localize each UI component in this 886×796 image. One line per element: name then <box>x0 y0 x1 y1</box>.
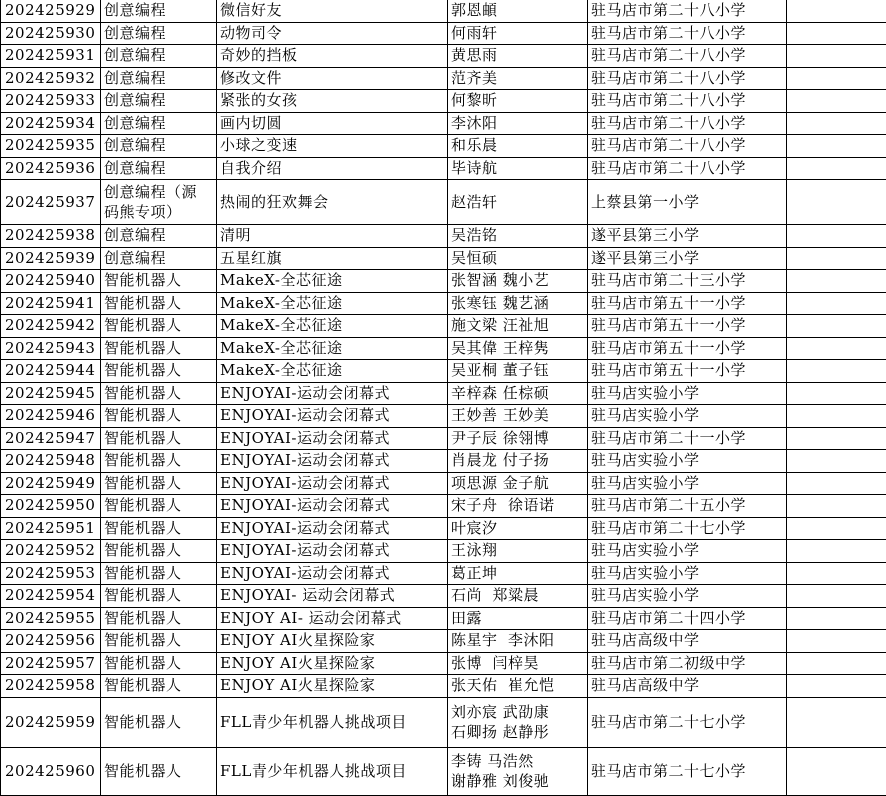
authors-cell: 李沐阳 <box>448 112 588 135</box>
school-cell: 驻马店市第二十三小学 <box>588 270 787 293</box>
empty-cell <box>787 112 886 135</box>
category-cell: 创意编程 <box>101 67 217 90</box>
category-cell: 智能机器人 <box>101 585 217 608</box>
authors-cell: 李铸 马浩然 谢静雅 刘俊驰 <box>448 747 588 795</box>
work-title-cell: ENJOYAI-运动会闭幕式 <box>217 382 448 405</box>
school-cell: 驻马店市第二十八小学 <box>588 0 787 22</box>
work-title-cell: 紧张的女孩 <box>217 90 448 113</box>
category-cell: 智能机器人 <box>101 270 217 293</box>
school-cell: 驻马店实验小学 <box>588 405 787 428</box>
entry-id-cell: 202425929 <box>1 0 101 22</box>
entry-id-cell: 202425930 <box>1 22 101 45</box>
school-cell: 驻马店市第二十八小学 <box>588 90 787 113</box>
category-cell: 创意编程 <box>101 157 217 180</box>
school-cell: 驻马店市第二十八小学 <box>588 135 787 158</box>
school-cell: 驻马店市第二十八小学 <box>588 112 787 135</box>
category-cell: 创意编程 <box>101 135 217 158</box>
work-title-cell: MakeX-全芯征途 <box>217 270 448 293</box>
work-title-cell: 热闹的狂欢舞会 <box>217 180 448 225</box>
table-row <box>1 450 886 473</box>
school-cell: 驻马店市第二十五小学 <box>588 495 787 518</box>
empty-cell <box>787 135 886 158</box>
entry-id-cell: 202425954 <box>1 585 101 608</box>
school-cell: 驻马店实验小学 <box>588 562 787 585</box>
school-cell: 驻马店市第二十七小学 <box>588 697 787 747</box>
entry-id-cell: 202425945 <box>1 382 101 405</box>
empty-cell <box>787 315 886 338</box>
authors-cell: 陈星宇 李沐阳 <box>448 630 588 653</box>
school-cell: 驻马店市第五十一小学 <box>588 337 787 360</box>
table-row <box>1 585 886 608</box>
work-title-cell: ENJOYAI-运动会闭幕式 <box>217 472 448 495</box>
authors-cell: 和乐晨 <box>448 135 588 158</box>
entry-id-cell: 202425935 <box>1 135 101 158</box>
category-cell: 智能机器人 <box>101 382 217 405</box>
work-title-cell: 五星红旗 <box>217 247 448 270</box>
school-cell: 上蔡县第一小学 <box>588 180 787 225</box>
category-cell: 智能机器人 <box>101 472 217 495</box>
entry-id-cell: 202425944 <box>1 360 101 383</box>
authors-cell: 范齐美 <box>448 67 588 90</box>
school-cell: 驻马店实验小学 <box>588 540 787 563</box>
empty-cell <box>787 292 886 315</box>
table-row <box>1 360 886 383</box>
empty-cell <box>787 630 886 653</box>
category-cell: 智能机器人 <box>101 697 217 747</box>
work-title-cell: ENJOYAI-运动会闭幕式 <box>217 450 448 473</box>
category-cell: 智能机器人 <box>101 427 217 450</box>
table-row <box>1 315 886 338</box>
entry-id-cell: 202425955 <box>1 607 101 630</box>
authors-cell: 施文梁 汪祉旭 <box>448 315 588 338</box>
category-cell: 创意编程 <box>101 45 217 68</box>
work-title-cell: 奇妙的挡板 <box>217 45 448 68</box>
table-row <box>1 22 886 45</box>
category-cell: 智能机器人 <box>101 675 217 698</box>
empty-cell <box>787 652 886 675</box>
entry-id-cell: 202425956 <box>1 630 101 653</box>
entry-id-cell: 202425931 <box>1 45 101 68</box>
empty-cell <box>787 270 886 293</box>
work-title-cell: ENJOY AI火星探险家 <box>217 652 448 675</box>
entry-id-cell: 202425933 <box>1 90 101 113</box>
work-title-cell: 清明 <box>217 225 448 248</box>
school-cell: 驻马店市第二十七小学 <box>588 517 787 540</box>
table-row <box>1 45 886 68</box>
empty-cell <box>787 747 886 795</box>
authors-cell: 葛正坤 <box>448 562 588 585</box>
empty-cell <box>787 0 886 22</box>
work-title-cell: FLL青少年机器人挑战项目 <box>217 747 448 795</box>
empty-cell <box>787 697 886 747</box>
table-row <box>1 472 886 495</box>
table-row <box>1 495 886 518</box>
school-cell: 驻马店市第五十一小学 <box>588 360 787 383</box>
entry-id-cell: 202425953 <box>1 562 101 585</box>
empty-cell <box>787 360 886 383</box>
category-cell: 智能机器人 <box>101 337 217 360</box>
work-title-cell: ENJOY AI火星探险家 <box>217 675 448 698</box>
authors-cell: 王妙善 王妙美 <box>448 405 588 428</box>
table-row <box>1 135 886 158</box>
work-title-cell: MakeX-全芯征途 <box>217 337 448 360</box>
school-cell: 驻马店市第二十八小学 <box>588 157 787 180</box>
authors-cell: 黄思雨 <box>448 45 588 68</box>
table-row <box>1 405 886 428</box>
work-title-cell: MakeX-全芯征途 <box>217 292 448 315</box>
entry-id-cell: 202425941 <box>1 292 101 315</box>
table-row <box>1 225 886 248</box>
school-cell: 驻马店市第二十八小学 <box>588 45 787 68</box>
authors-cell: 吴浩铭 <box>448 225 588 248</box>
category-cell: 智能机器人 <box>101 630 217 653</box>
category-cell: 智能机器人 <box>101 360 217 383</box>
authors-cell: 张天佑 崔允恺 <box>448 675 588 698</box>
table-row <box>1 517 886 540</box>
entry-id-cell: 202425939 <box>1 247 101 270</box>
work-title-cell: ENJOYAI- 运动会闭幕式 <box>217 585 448 608</box>
category-cell: 创意编程 <box>101 0 217 22</box>
entry-id-cell: 202425949 <box>1 472 101 495</box>
table-row <box>1 67 886 90</box>
category-cell: 智能机器人 <box>101 405 217 428</box>
category-cell: 智能机器人 <box>101 562 217 585</box>
authors-cell: 张博 闫梓昊 <box>448 652 588 675</box>
school-cell: 驻马店市第二十八小学 <box>588 22 787 45</box>
school-cell: 驻马店市第五十一小学 <box>588 292 787 315</box>
school-cell: 驻马店市第二十一小学 <box>588 427 787 450</box>
school-cell: 驻马店实验小学 <box>588 585 787 608</box>
school-cell: 驻马店市第五十一小学 <box>588 315 787 338</box>
work-title-cell: 小球之变速 <box>217 135 448 158</box>
table-row <box>1 630 886 653</box>
school-cell: 驻马店实验小学 <box>588 382 787 405</box>
entry-id-cell: 202425937 <box>1 180 101 225</box>
category-cell: 智能机器人 <box>101 652 217 675</box>
authors-cell: 吴亚桐 董子钰 <box>448 360 588 383</box>
authors-cell: 张寒钰 魏艺涵 <box>448 292 588 315</box>
table-row <box>1 180 886 225</box>
empty-cell <box>787 382 886 405</box>
work-title-cell: 自我介绍 <box>217 157 448 180</box>
category-cell: 智能机器人 <box>101 315 217 338</box>
authors-cell: 张智涵 魏小艺 <box>448 270 588 293</box>
entry-id-cell: 202425960 <box>1 747 101 795</box>
work-title-cell: ENJOYAI-运动会闭幕式 <box>217 405 448 428</box>
category-cell: 智能机器人 <box>101 495 217 518</box>
empty-cell <box>787 540 886 563</box>
empty-cell <box>787 562 886 585</box>
authors-cell: 宋子舟 徐语诺 <box>448 495 588 518</box>
entry-id-cell: 202425943 <box>1 337 101 360</box>
category-cell: 智能机器人 <box>101 747 217 795</box>
entry-id-cell: 202425932 <box>1 67 101 90</box>
entry-id-cell: 202425948 <box>1 450 101 473</box>
school-cell: 驻马店市第二十七小学 <box>588 747 787 795</box>
empty-cell <box>787 585 886 608</box>
work-title-cell: ENJOYAI-运动会闭幕式 <box>217 540 448 563</box>
table-row <box>1 607 886 630</box>
work-title-cell: ENJOYAI-运动会闭幕式 <box>217 495 448 518</box>
table-row <box>1 382 886 405</box>
category-cell: 创意编程 <box>101 225 217 248</box>
school-cell: 驻马店市第二初级中学 <box>588 652 787 675</box>
table-row <box>1 157 886 180</box>
work-title-cell: MakeX-全芯征途 <box>217 315 448 338</box>
school-cell: 遂平县第三小学 <box>588 247 787 270</box>
empty-cell <box>787 157 886 180</box>
authors-cell: 毕诗航 <box>448 157 588 180</box>
work-title-cell: ENJOYAI-运动会闭幕式 <box>217 562 448 585</box>
table-row <box>1 697 886 747</box>
authors-cell: 刘亦宸 武劭康 石卿扬 赵静彤 <box>448 697 588 747</box>
empty-cell <box>787 247 886 270</box>
empty-cell <box>787 337 886 360</box>
entry-id-cell: 202425942 <box>1 315 101 338</box>
school-cell: 驻马店市第二十四小学 <box>588 607 787 630</box>
table-row <box>1 337 886 360</box>
table-row <box>1 90 886 113</box>
table-row <box>1 562 886 585</box>
school-cell: 驻马店实验小学 <box>588 450 787 473</box>
category-cell: 智能机器人 <box>101 607 217 630</box>
category-cell: 创意编程 <box>101 90 217 113</box>
entry-id-cell: 202425950 <box>1 495 101 518</box>
school-cell: 驻马店高级中学 <box>588 630 787 653</box>
school-cell: 驻马店高级中学 <box>588 675 787 698</box>
empty-cell <box>787 45 886 68</box>
empty-cell <box>787 675 886 698</box>
work-title-cell: MakeX-全芯征途 <box>217 360 448 383</box>
entry-id-cell: 202425959 <box>1 697 101 747</box>
table-row <box>1 112 886 135</box>
authors-cell: 叶宸汐 <box>448 517 588 540</box>
category-cell: 智能机器人 <box>101 540 217 563</box>
entry-id-cell: 202425951 <box>1 517 101 540</box>
empty-cell <box>787 472 886 495</box>
authors-cell: 郭恩頔 <box>448 0 588 22</box>
category-cell: 创意编程 <box>101 112 217 135</box>
entry-id-cell: 202425938 <box>1 225 101 248</box>
category-cell: 智能机器人 <box>101 450 217 473</box>
category-cell: 智能机器人 <box>101 292 217 315</box>
empty-cell <box>787 607 886 630</box>
entry-id-cell: 202425958 <box>1 675 101 698</box>
authors-cell: 田露 <box>448 607 588 630</box>
work-title-cell: 动物司令 <box>217 22 448 45</box>
empty-cell <box>787 495 886 518</box>
entry-id-cell: 202425957 <box>1 652 101 675</box>
table-row <box>1 247 886 270</box>
authors-cell: 吴恒硕 <box>448 247 588 270</box>
school-cell: 遂平县第三小学 <box>588 225 787 248</box>
entry-id-cell: 202425946 <box>1 405 101 428</box>
empty-cell <box>787 450 886 473</box>
empty-cell <box>787 405 886 428</box>
empty-cell <box>787 180 886 225</box>
entry-id-cell: 202425947 <box>1 427 101 450</box>
entry-id-cell: 202425936 <box>1 157 101 180</box>
authors-cell: 辛梓森 任棕硕 <box>448 382 588 405</box>
empty-cell <box>787 517 886 540</box>
table-row <box>1 427 886 450</box>
school-cell: 驻马店市第二十八小学 <box>588 67 787 90</box>
authors-cell: 赵浩轩 <box>448 180 588 225</box>
entry-id-cell: 202425952 <box>1 540 101 563</box>
entry-id-cell: 202425934 <box>1 112 101 135</box>
table-row <box>1 0 886 22</box>
authors-cell: 石尚 郑粱晨 <box>448 585 588 608</box>
category-cell: 创意编程（源 码熊专项） <box>101 180 217 225</box>
table-row <box>1 675 886 698</box>
entry-id-cell: 202425940 <box>1 270 101 293</box>
category-cell: 创意编程 <box>101 247 217 270</box>
empty-cell <box>787 225 886 248</box>
category-cell: 智能机器人 <box>101 517 217 540</box>
table-row <box>1 270 886 293</box>
empty-cell <box>787 90 886 113</box>
table-row <box>1 540 886 563</box>
category-cell: 创意编程 <box>101 22 217 45</box>
work-title-cell: ENJOYAI-运动会闭幕式 <box>217 517 448 540</box>
authors-cell: 王泳翔 <box>448 540 588 563</box>
work-title-cell: 修改文件 <box>217 67 448 90</box>
authors-cell: 何黎昕 <box>448 90 588 113</box>
work-title-cell: ENJOY AI火星探险家 <box>217 630 448 653</box>
authors-cell: 尹子辰 徐翎博 <box>448 427 588 450</box>
authors-cell: 吴其偉 王梓隽 <box>448 337 588 360</box>
table-row <box>1 292 886 315</box>
empty-cell <box>787 427 886 450</box>
work-title-cell: 画内切圆 <box>217 112 448 135</box>
school-cell: 驻马店实验小学 <box>588 472 787 495</box>
authors-cell: 肖晨龙 付子扬 <box>448 450 588 473</box>
work-title-cell: ENJOYAI-运动会闭幕式 <box>217 427 448 450</box>
authors-cell: 何雨轩 <box>448 22 588 45</box>
work-title-cell: ENJOY AI- 运动会闭幕式 <box>217 607 448 630</box>
table-row <box>1 652 886 675</box>
empty-cell <box>787 22 886 45</box>
empty-cell <box>787 67 886 90</box>
authors-cell: 项思源 金子航 <box>448 472 588 495</box>
work-title-cell: 微信好友 <box>217 0 448 22</box>
table-row <box>1 747 886 795</box>
results-table-body <box>1 0 886 795</box>
work-title-cell: FLL青少年机器人挑战项目 <box>217 697 448 747</box>
